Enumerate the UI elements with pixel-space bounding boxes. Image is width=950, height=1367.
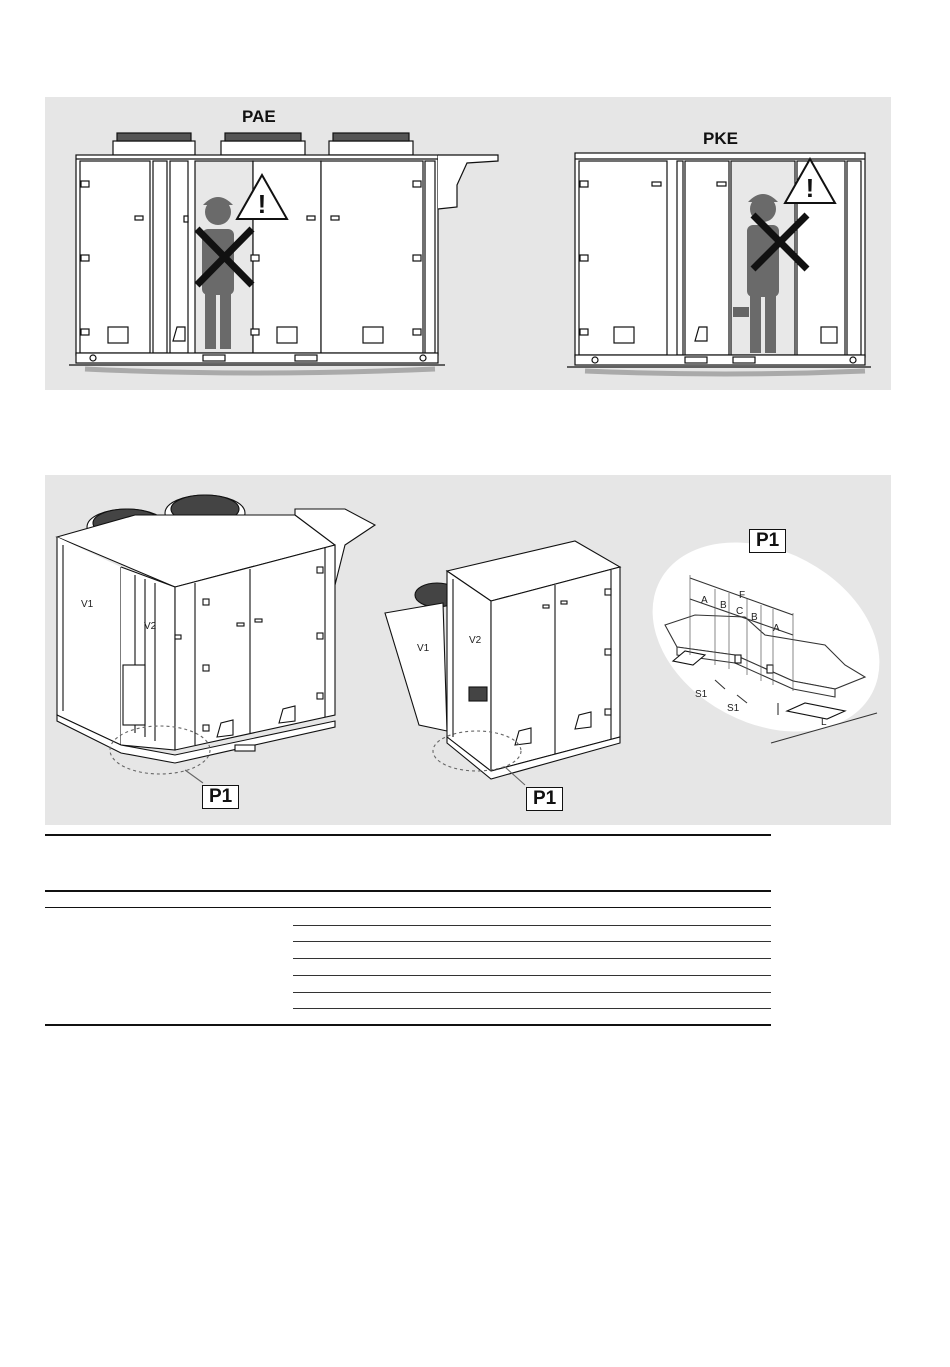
table-top-rule (45, 834, 771, 836)
figure-bottom-panel (45, 475, 891, 825)
spec-table (45, 834, 771, 1026)
figure-bottom-drawing (45, 475, 891, 825)
table-row-rule (293, 941, 771, 942)
p1-dim-b-left: B (720, 600, 727, 611)
p1-detail-title: P1 (749, 529, 786, 553)
table-header-rule (45, 890, 771, 892)
figure-top-panel (45, 97, 891, 390)
pae-unit-label: PAE (242, 107, 276, 126)
middle-v1-label: V1 (417, 643, 430, 654)
figure-top-drawing (45, 97, 891, 390)
table-row-rule (293, 992, 771, 993)
pae-fan-3 (329, 133, 413, 155)
table-row-rule (293, 958, 771, 959)
middle-p1-callout: P1 (526, 787, 563, 811)
table-row-rule (293, 1008, 771, 1009)
table-row-rule (293, 925, 771, 926)
table-row-rule (293, 975, 771, 976)
p1-support-s1-left: S1 (695, 689, 708, 700)
table-bottom-rule (45, 1024, 771, 1026)
p1-dim-a-left: A (701, 595, 708, 606)
p1-dim-f: F (739, 590, 746, 601)
svg-text:!: ! (257, 189, 267, 219)
pae-fan-1 (113, 133, 195, 155)
middle-iso-unit (385, 541, 620, 779)
svg-text:!: ! (805, 173, 815, 203)
pae-unit-drawing (69, 133, 498, 365)
pae-fan-2 (221, 133, 305, 155)
p1-length-l: L (821, 717, 827, 728)
left-v1-label: V1 (81, 599, 94, 610)
left-iso-unit (57, 495, 375, 763)
p1-dim-c: C (736, 606, 744, 617)
middle-v2-label: V2 (469, 635, 482, 646)
left-p1-callout: P1 (202, 785, 239, 809)
p1-dim-b-right: B (751, 612, 758, 623)
left-v2-label: V2 (144, 621, 157, 632)
p1-dim-a-right: A (773, 623, 780, 634)
pke-unit-label: PKE (703, 129, 738, 148)
table-row-rule (45, 907, 771, 908)
p1-support-s1-right: S1 (727, 703, 740, 714)
